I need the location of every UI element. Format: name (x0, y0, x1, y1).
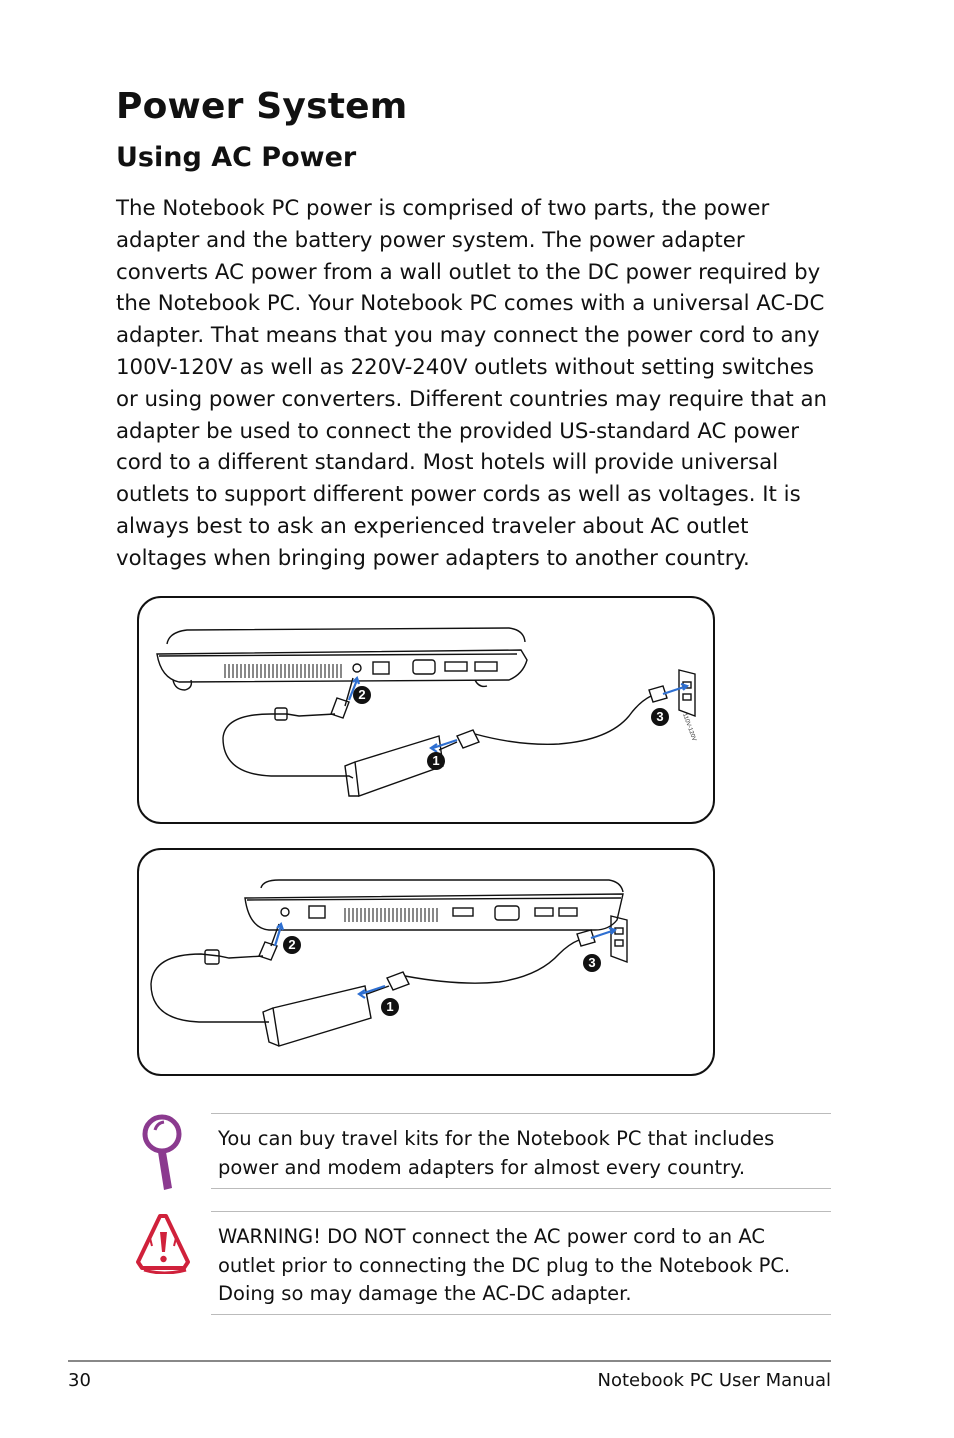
step-1-badge: 1 (381, 998, 399, 1016)
step-1-badge: 1 (427, 752, 445, 770)
warning-icon (136, 1212, 192, 1274)
connection-diagram-2 (137, 848, 715, 1076)
step-3-badge: 3 (583, 954, 601, 972)
laptop-adapter-illustration-1 (139, 598, 717, 826)
laptop-adapter-illustration-2 (139, 850, 717, 1078)
tip-note (211, 1113, 831, 1189)
step-3-badge: 3 (651, 708, 669, 726)
connection-diagram-1 (137, 596, 715, 824)
body-paragraph: The Notebook PC power is comprised of two parts, the power adapter and the battery power system. The power adapter converts AC power from a wall outlet to the DC power required by the Notebook PC. Your Notebook PC comes with a universal AC-DC adapter. That means that you may connect the power cord to any 100V-120V as well as 220V-240V outlets without setting switches or using power converters. Different countries may require that an adapter be used to connect the provided US-standard AC power cord to a different standard. Most hotels will provide universal outlets to support different power cords as well as voltages. It is always best to ask an experienced traveler about AC outlet voltages when bringing power adapters to another country. (116, 196, 828, 571)
magnifier-tip-icon (138, 1112, 186, 1192)
warning-note (211, 1211, 831, 1315)
outlet-voltage-label: 110V-120V (681, 712, 697, 743)
step-2-badge: 2 (283, 936, 301, 954)
footer-divider (68, 1360, 831, 1362)
tip-text: You can buy travel kits for the Notebook PC that includes power and modem adapters for almost every country. (218, 1127, 775, 1179)
manual-title: Notebook PC User Manual (597, 1370, 831, 1391)
section-title: Using AC Power (116, 142, 357, 173)
page-number: 30 (68, 1370, 91, 1391)
step-2-badge: 2 (353, 686, 371, 704)
warning-text: WARNING! DO NOT connect the AC power cord to an AC outlet prior to connecting the DC plug to the Notebook PC. Doing so may damage the AC-DC adapter. (218, 1225, 791, 1305)
page-title: Power System (116, 86, 408, 127)
